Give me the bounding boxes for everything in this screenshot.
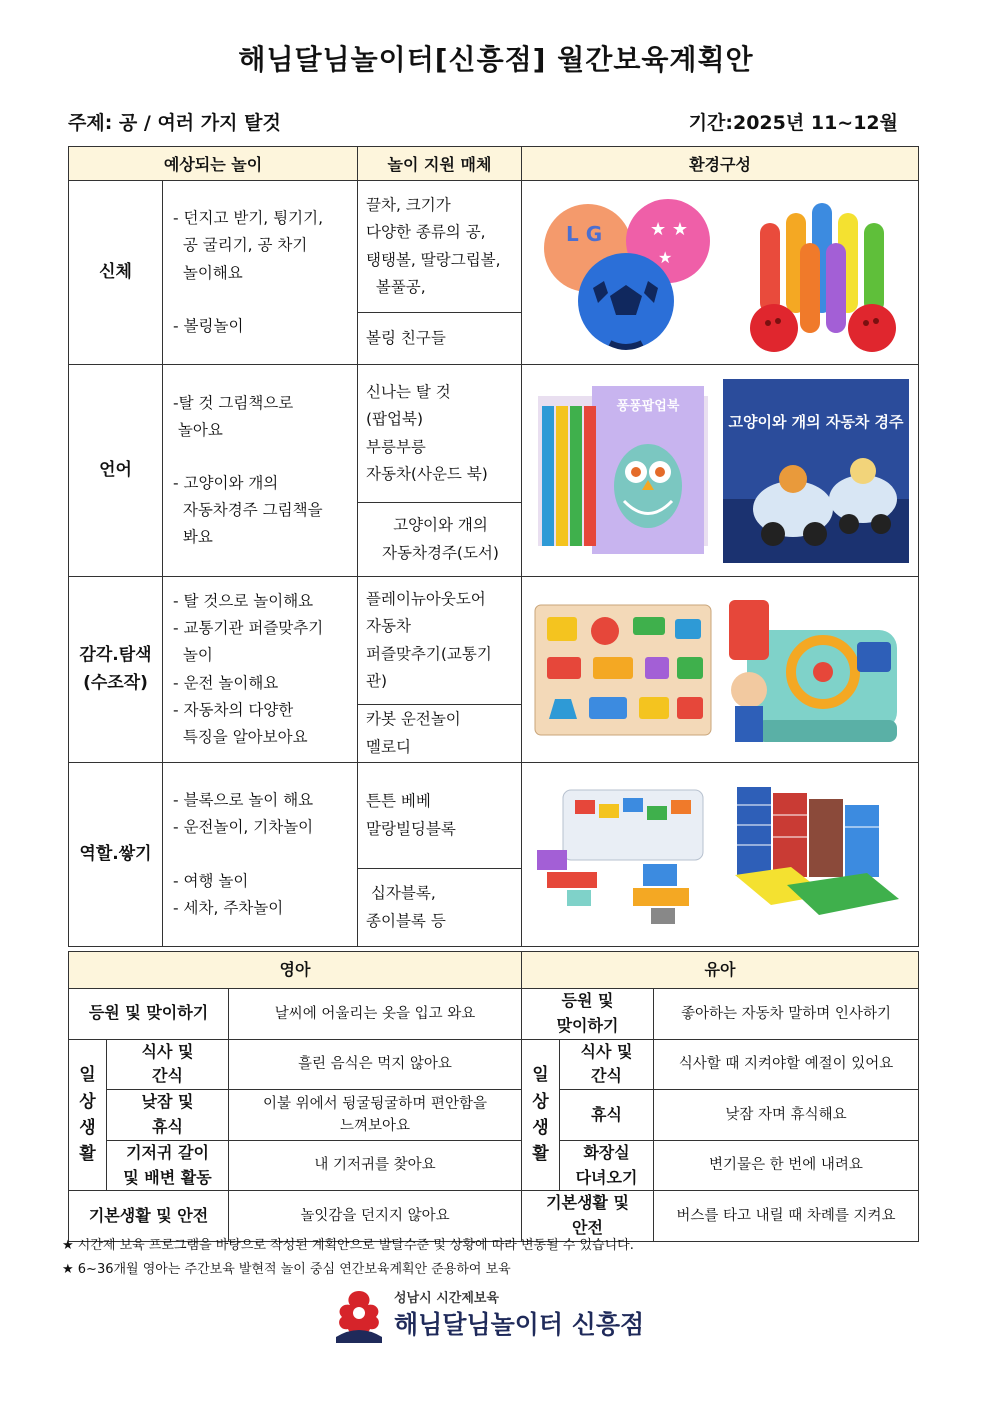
text-line: 등원 및 맞이하기 (88, 1003, 209, 1023)
text-line: 기저귀 갈이 (126, 1142, 209, 1162)
media-language-b (358, 503, 522, 577)
text-line: 이불 위에서 뒹굴뒹굴하며 편안함을 (263, 1095, 487, 1112)
text-line: 상 (532, 1091, 549, 1112)
text-line: 날씨에 어울리는 옷을 입고 와요 (274, 1005, 476, 1022)
env-language (522, 365, 919, 577)
text-line: 카봇 운전놀이 (366, 710, 461, 729)
paper-blocks-image (727, 775, 907, 935)
text-line: 낮잠 자며 휴식해요 (725, 1106, 847, 1123)
media-sensory-b (358, 705, 522, 763)
soft-blocks-image (533, 780, 713, 930)
text-line: 기본생활 및 안전 (88, 1205, 209, 1225)
text-line: 볼풀공, (366, 277, 426, 296)
toddler-label-3 (560, 1140, 654, 1191)
toddler-daily-vertical-label (522, 1039, 560, 1191)
play-role-blocks (163, 763, 358, 947)
text-line: 활 (79, 1144, 96, 1165)
text-line: 안전 (572, 1218, 603, 1238)
popup-books-image (532, 376, 712, 566)
text-line: 상 (79, 1091, 96, 1112)
text-line: 튼튼 베베 (366, 792, 431, 811)
text-line: 및 배변 활동 (123, 1167, 212, 1187)
header-env: 환경구성 (522, 147, 919, 181)
toddler-label-0 (522, 989, 654, 1040)
vehicle-puzzle-image (533, 603, 713, 737)
note-0: ★ 시간제 보육 프로그램을 바탕으로 작성된 계획안으로 발달수준 및 상황에 따라 변동될 수 있습니다. (62, 1238, 634, 1253)
text-line: 버스를 타고 내릴 때 차례를 지켜요 (676, 1207, 896, 1224)
category-language (69, 365, 163, 577)
header-play: 예상되는 놀이 (69, 147, 358, 181)
text-line: 다양한 종류의 공, (366, 223, 486, 242)
footer-logo (330, 1285, 660, 1345)
theme-label: 주제: 공 / 여러 가지 탈것 (68, 112, 281, 134)
race-book-image (723, 379, 909, 563)
play-physical (163, 181, 358, 365)
media-sensory-a (358, 577, 522, 705)
text-line: 십자블록, (366, 884, 436, 903)
text-line: 신체 (99, 261, 132, 282)
text-line: 퍼즐맞추기(교통기 (366, 644, 492, 663)
text-line: - 세차, 주차놀이 (173, 898, 284, 917)
text-line: 고양이와 개의 (393, 516, 488, 535)
infant-label-2 (107, 1090, 229, 1141)
text-line: - 여행 놀이 (173, 871, 249, 890)
text-line: (팝업북) (366, 410, 424, 429)
text-line: 언어 (99, 459, 132, 480)
text-line: 생 (532, 1117, 549, 1138)
text-line: 감각.탐색 (79, 645, 152, 666)
text-line: 변기물은 한 번에 내려요 (709, 1157, 863, 1174)
text-line: 멜로디 (366, 737, 411, 756)
page-title: 해님달님놀이터[신흥점] 월간보육계획안 (238, 43, 754, 76)
text-line: 자동차 (366, 617, 411, 636)
text-line: - 볼링놀이 (173, 316, 244, 335)
driving-toy-image (727, 590, 907, 750)
text-line: 맞이하기 (556, 1015, 619, 1035)
text-line: 식사할 때 지켜야할 예절이 있어요 (678, 1056, 894, 1073)
toddler-header: 유아 (522, 952, 919, 989)
text-line: 등원 및 (561, 991, 614, 1010)
toddler-label-2 (560, 1090, 654, 1141)
text-line: 봐요 (173, 528, 213, 547)
text-line: 신나는 탈 것 (366, 383, 451, 402)
text-line: 화장실 (583, 1142, 630, 1162)
text-line: 자동차경주(도서) (382, 543, 499, 562)
text-line: 놀아요 (173, 420, 223, 439)
text-line: 간식 (591, 1066, 622, 1086)
media-role-blocks-a (358, 763, 522, 869)
notes (62, 1234, 634, 1282)
footer-subtitle: 성남시 시간제보육 (394, 1291, 499, 1306)
media-physical-b (358, 313, 522, 365)
text-line: - 운전 놀이해요 (173, 673, 279, 692)
text-line: - 탈 것으로 놀이해요 (173, 592, 314, 611)
infant-label-1 (107, 1039, 229, 1090)
text-line: 일 (79, 1065, 96, 1086)
text-line: 탱탱볼, 딸랑그립볼, (366, 250, 501, 269)
toddler-text-1 (654, 1039, 919, 1090)
text-line: - 던지고 받기, 튕기기, (173, 209, 324, 228)
infant-text-2 (229, 1090, 522, 1141)
infant-header: 영아 (69, 952, 522, 989)
text-line: - 블록으로 놀이 해요 (173, 791, 314, 810)
note-1: ★ 6~36개월 영아는 주간보육 발현적 놀이 중심 연간보육계획안 준용하여 보육 (62, 1262, 511, 1277)
text-line: 역할.쌓기 (79, 843, 152, 864)
category-sensory (69, 577, 163, 763)
infant-daily-vertical-label (69, 1039, 107, 1191)
bowling-set-image (742, 193, 902, 353)
text-line: 부릉부릉 (366, 437, 426, 456)
media-physical-a (358, 181, 522, 313)
popup-book-title: 퐁퐁팝업북 (616, 398, 679, 414)
seongnam-logo-icon (330, 1287, 388, 1343)
text-line: 휴식 (152, 1116, 183, 1136)
text-line: -탈 것 그림책으로 (173, 393, 294, 412)
period-label: 기간:2025년 11~12월 (688, 112, 898, 134)
text-line: 활 (532, 1144, 549, 1165)
daily-table (68, 951, 919, 1242)
toddler-label-1 (560, 1039, 654, 1090)
text-line: 식사 및 (141, 1041, 194, 1061)
svg-text:L G: L G (566, 221, 603, 246)
footer-name: 해님달님놀이터 신흥점 (394, 1310, 645, 1339)
infant-text-3 (229, 1140, 522, 1191)
env-sensory (522, 577, 919, 763)
text-line: 낮잠 및 (141, 1092, 194, 1112)
text-line: 기본생활 및 (546, 1193, 629, 1213)
text-line: 자동차(사운드 북) (366, 464, 488, 483)
toddler-text-2 (654, 1090, 919, 1141)
text-line: 좋아하는 자동차 말하며 인사하기 (681, 1005, 891, 1022)
header-media: 놀이 지원 매체 (358, 147, 522, 181)
text-line: 놀이 (173, 646, 213, 665)
category-role-blocks (69, 763, 163, 947)
play-language (163, 365, 358, 577)
text-line: 관) (366, 671, 388, 690)
text-line: 일 (532, 1065, 549, 1086)
text-line: 말랑빌딩블록 (366, 819, 456, 838)
race-book-title: 고양이와 개의 자동차 경주 (727, 412, 904, 431)
category-physical (69, 181, 163, 365)
svg-text:★: ★ (658, 247, 673, 267)
text-line: 공 굴리기, 공 차기 (173, 236, 308, 255)
infant-text-1 (229, 1039, 522, 1090)
toddler-text-4 (654, 1191, 919, 1242)
text-line: 자동차경주 그림책을 (173, 501, 323, 520)
env-physical (522, 181, 919, 365)
balls-image (538, 193, 718, 353)
text-line: 놀잇감을 던지지 않아요 (300, 1207, 450, 1224)
text-line: 식사 및 (580, 1041, 633, 1061)
toddler-text-0 (654, 989, 919, 1040)
text-line: 느껴보아요 (339, 1117, 411, 1134)
text-line: 다녀오기 (575, 1167, 638, 1187)
text-line: 볼링 친구들 (366, 328, 446, 347)
text-line: - 고양이와 개의 (173, 473, 279, 492)
text-line: - 운전놀이, 기차놀이 (173, 818, 314, 837)
plan-table (68, 146, 919, 947)
text-line: 휴식 (591, 1104, 622, 1124)
text-line: 끌차, 크기가 (366, 196, 451, 215)
text-line: 플레이뉴아웃도어 (366, 590, 486, 609)
text-line: 특징을 알아보아요 (173, 727, 308, 746)
media-language-a (358, 365, 522, 503)
infant-label-3 (107, 1140, 229, 1191)
media-role-blocks-b (358, 869, 522, 947)
text-line: 종이블록 등 (366, 911, 446, 930)
play-sensory (163, 577, 358, 763)
env-role-blocks (522, 763, 919, 947)
text-line: - 교통기관 퍼즐맞추기 (173, 619, 324, 638)
text-line: 간식 (152, 1066, 183, 1086)
toddler-text-3 (654, 1140, 919, 1191)
svg-text:★ ★: ★ ★ (650, 218, 688, 240)
text-line: 내 기저귀를 찾아요 (314, 1157, 436, 1174)
text-line: 생 (79, 1117, 96, 1138)
text-line: 놀이해요 (173, 263, 243, 282)
infant-text-0 (229, 989, 522, 1040)
text-line: - 자동차의 다양한 (173, 700, 294, 719)
text-line: 흘린 음식은 먹지 않아요 (298, 1056, 452, 1073)
infant-label-0 (69, 989, 229, 1040)
text-line: (수조작) (83, 672, 148, 693)
